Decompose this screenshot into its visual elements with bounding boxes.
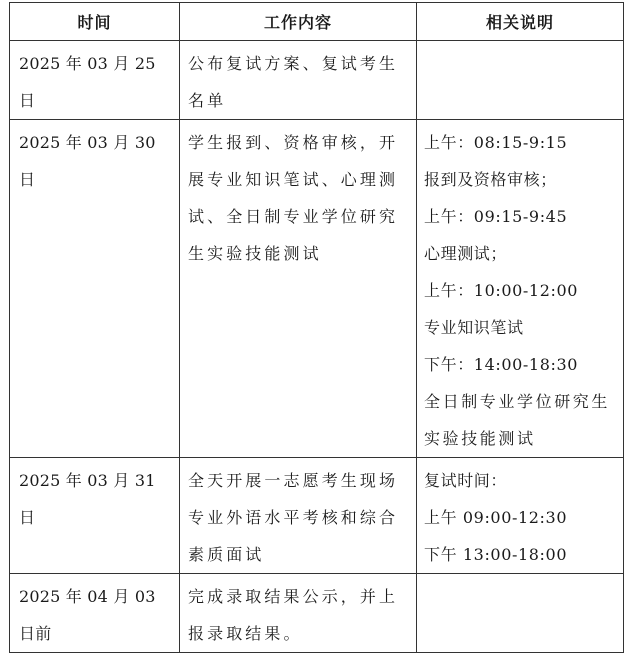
note-line: 心理测试； (424, 244, 508, 263)
table-row (10, 574, 624, 653)
time-text: 2025 年 03 月 31 日 (19, 471, 156, 527)
time-text: 2025 年 03 月 30 日 (19, 133, 156, 189)
note-line: 上午：10:00-12:00 (424, 281, 579, 300)
time-cell (10, 120, 180, 458)
work-cell (180, 120, 417, 458)
work-text: 全天开展一志愿考生现场专业外语水平考核和综合素质面试 (188, 471, 399, 564)
work-cell (180, 574, 417, 653)
time-text: 2025 年 04 月 03 日前 (19, 587, 156, 643)
work-cell (180, 458, 417, 574)
table-row (10, 120, 624, 458)
work-text: 公布复试方案、复试考生名单 (188, 54, 399, 110)
time-cell (10, 458, 180, 574)
work-text: 完成录取结果公示，并上报录取结果。 (188, 587, 399, 643)
note-line: 报到及资格审核； (424, 170, 557, 189)
note-line: 上午：09:15-9:45 (424, 207, 568, 226)
header-time: 时间 (10, 3, 180, 41)
note-line: 下午 13:00-18:00 (424, 545, 568, 564)
notes-list (417, 120, 623, 457)
time-cell (10, 574, 180, 653)
table-row (10, 41, 624, 120)
time-text: 2025 年 03 月 25 日 (19, 54, 156, 110)
notes-cell (417, 458, 624, 574)
note-line: 上午 09:00-12:30 (424, 508, 568, 527)
note-line: 上午：08:15-9:15 (424, 133, 568, 152)
notes-cell (417, 41, 624, 120)
notes-cell (417, 574, 624, 653)
work-text: 学生报到、资格审核，开展专业知识笔试、心理测试、全日制专业学位研究生实验技能测试 (188, 133, 399, 263)
header-work-content: 工作内容 (180, 3, 417, 41)
notes-cell (417, 120, 624, 458)
notes-list (417, 458, 623, 573)
work-cell (180, 41, 417, 120)
header-notes: 相关说明 (417, 3, 624, 41)
note-line: 下午：14:00-18:30 (424, 355, 579, 374)
note-line: 专业知识笔试 (424, 318, 524, 337)
table-row (10, 458, 624, 574)
note-line: 复试时间： (424, 471, 508, 490)
note-line: 全日制专业学位研究生实验技能测试 (424, 392, 611, 448)
schedule-table (9, 2, 624, 653)
header-row (10, 3, 624, 41)
time-cell (10, 41, 180, 120)
